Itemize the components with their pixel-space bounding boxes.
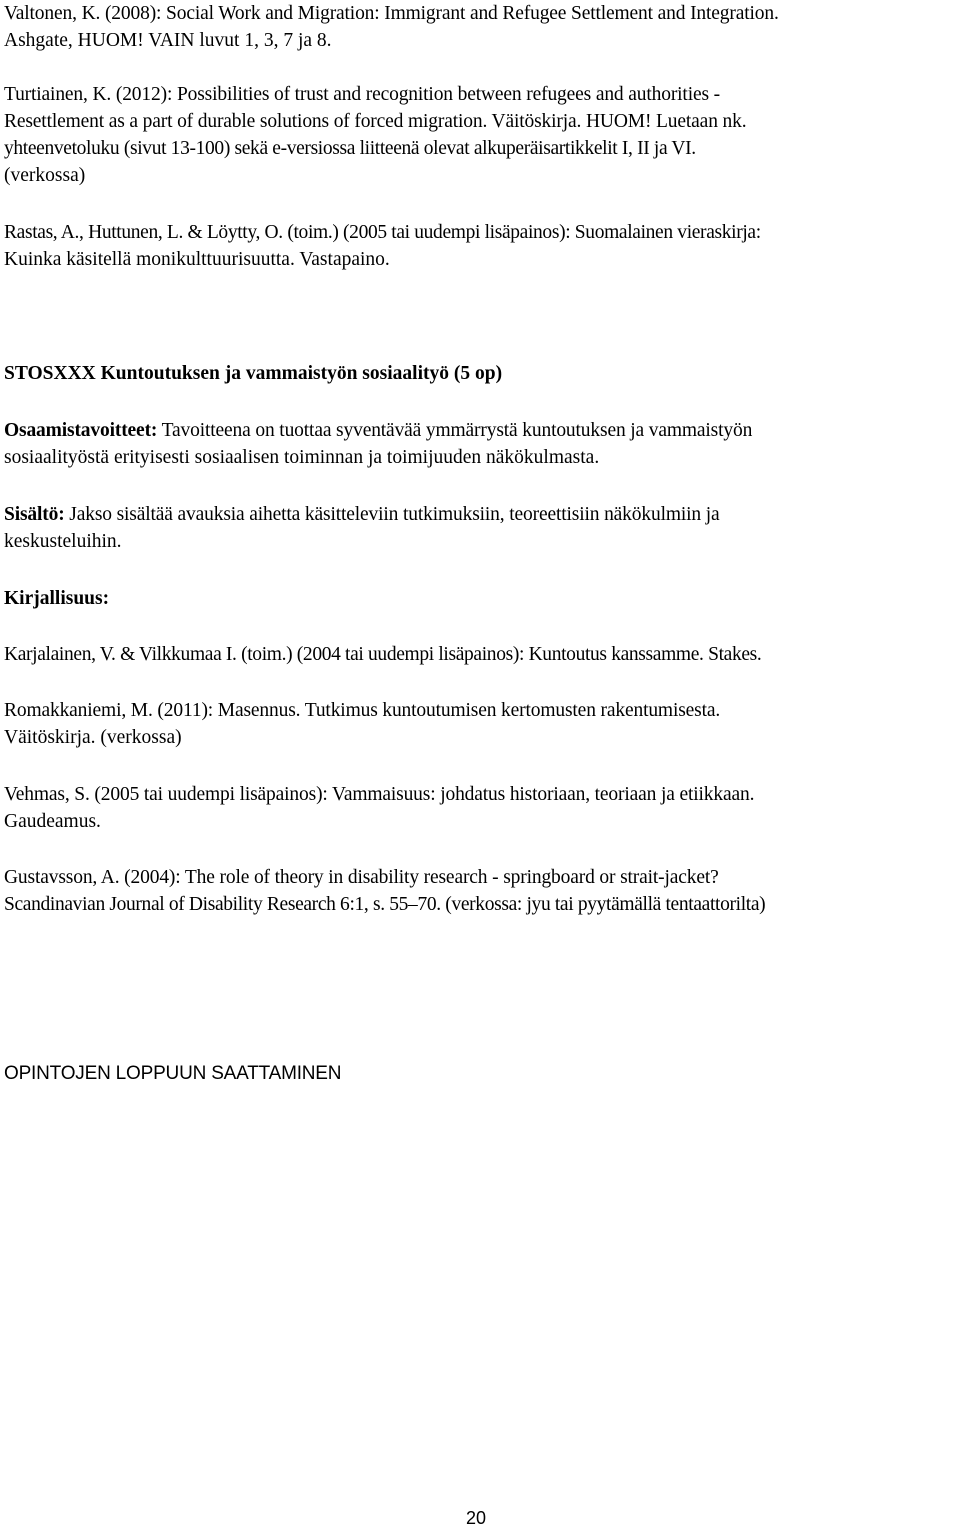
reference-romakkaniemi [4, 697, 956, 751]
course-goals [4, 417, 956, 471]
course-content [4, 501, 956, 555]
goals-label: Osaamistavoitteet: [4, 420, 158, 441]
reference-line: Kuinka käsitellä monikulttuurisuutta. Vastapaino. [4, 249, 390, 270]
reference-line: Gaudeamus. [4, 811, 101, 832]
reference-line: Gustavsson, A. (2004): The role of theory in disability research - springboard or strait-jacket? [4, 867, 719, 888]
content-text: Jakso sisältää avauksia aihetta käsitteleviin tutkimuksiin, teoreettisiin näkökulmiin ja [64, 504, 720, 525]
reference-line: Resettlement as a part of durable solutions of forced migration. Väitöskirja. HUOM! Luetaan nk. [4, 111, 747, 132]
content-label: Sisältö: [4, 504, 65, 525]
goals-text: Tavoitteena on tuottaa syventävää ymmärrystä kuntoutuksen ja vammaistyön [157, 420, 753, 441]
literature-heading [4, 585, 956, 612]
reference-line: Valtonen, K. (2008): Social Work and Migration: Immigrant and Refugee Settlement and Integration. [4, 3, 779, 24]
page-number: 20 [466, 1508, 487, 1528]
reference-line: Romakkaniemi, M. (2011): Masennus. Tutkimus kuntoutumisen kertomusten rakentumisesta. [4, 700, 721, 721]
reference-line: Väitöskirja. (verkossa) [4, 727, 182, 748]
course-goals-line [4, 417, 956, 444]
course-content-line [4, 501, 956, 528]
reference-line: Rastas, A., Huttunen, L. & Löytty, O. (toim.) (2005 tai uudempi lisäpainos): Suomalainen vieraskirja: [4, 222, 761, 243]
reference-line: Turtiainen, K. (2012): Possibilities of trust and recognition between refugees and authorities - [4, 84, 720, 105]
reference-line: yhteenvetoluku (sivut 13-100) sekä e-versiossa liitteenä olevat alkuperäisartikkelit I, II ja VI. [4, 138, 696, 159]
content-text: keskusteluihin. [4, 531, 122, 552]
reference-turtiainen [4, 81, 956, 189]
reference-line: Vehmas, S. (2005 tai uudempi lisäpainos): Vammaisuus: johdatus historiaan, teoriaan ja etiikkaan. [4, 784, 755, 805]
goals-text: sosiaalityöstä erityisesti sosiaalisen toiminnan ja toimijuuden näkökulmasta. [4, 447, 600, 468]
course-title-text: STOSXXX Kuntoutuksen ja vammaistyön sosiaalityö (5 op) [4, 363, 503, 384]
reference-rastas [4, 219, 956, 273]
reference-valtonen [4, 0, 956, 54]
reference-line: Ashgate, HUOM! VAIN luvut 1, 3, 7 ja 8. [4, 30, 332, 51]
reference-gustavsson [4, 864, 956, 918]
reference-line: Scandinavian Journal of Disability Research 6:1, s. 55–70. (verkossa: jyu tai pyytämällä tentaattorilta) [4, 894, 766, 915]
reference-line: (verkossa) [4, 165, 86, 186]
literature-heading-text: Kirjallisuus: [4, 588, 110, 609]
reference-karjalainen [4, 641, 956, 668]
section-heading: OPINTOJEN LOPPUUN SAATTAMINEN [4, 1063, 342, 1084]
course-title [4, 360, 956, 387]
reference-line: Karjalainen, V. & Vilkkumaa I. (toim.) (2004 tai uudempi lisäpainos): Kuntoutus kanssamme. Stakes. [4, 644, 762, 665]
reference-vehmas [4, 781, 956, 835]
